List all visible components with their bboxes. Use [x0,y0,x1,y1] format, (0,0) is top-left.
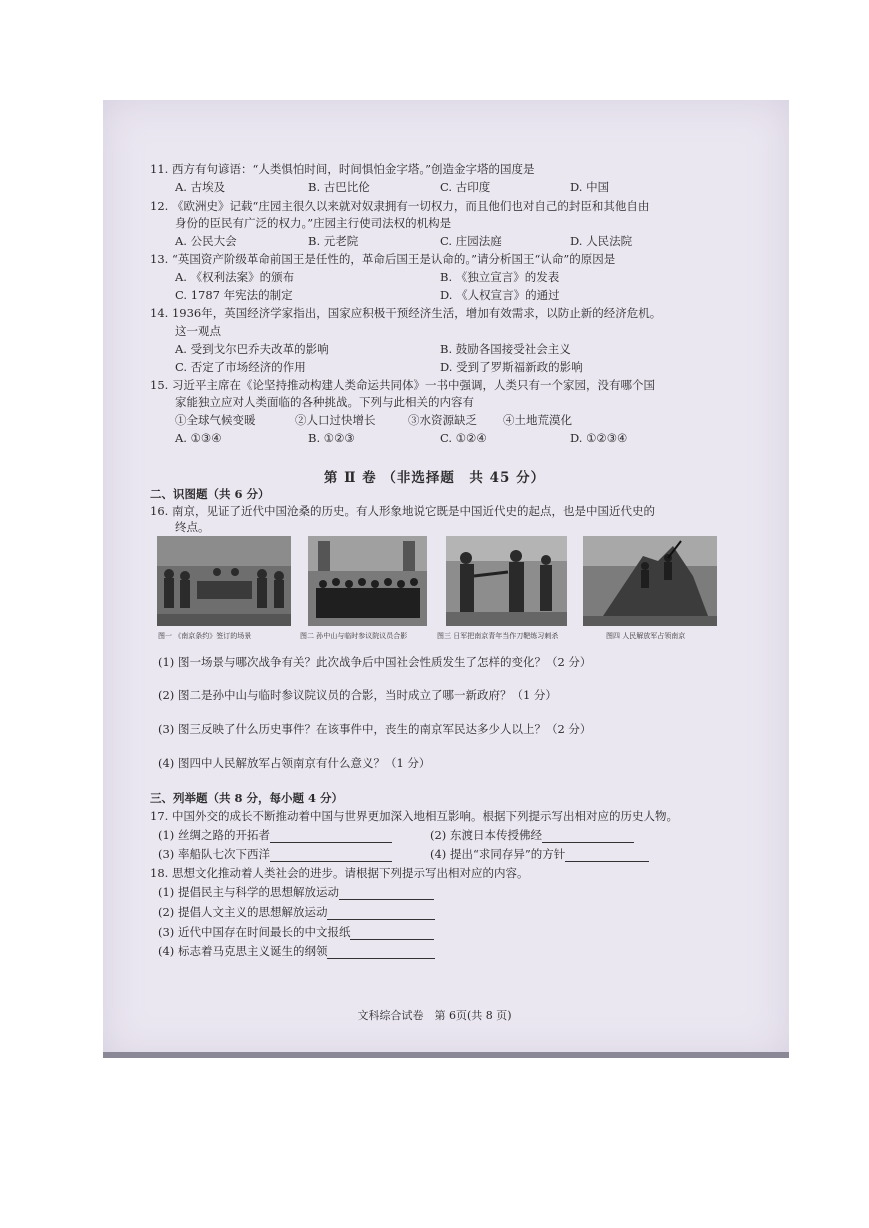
q16-sub-3: (3) 图三反映了什么历史事件？在该事件中，丧生的南京军民达多少人以上？（2 分） [158,722,592,736]
q15-item-1: ①全球气候变暖 [175,413,256,427]
q17-item-1 [158,828,392,843]
q15-item-3: ③水资源缺乏 [408,413,477,427]
photo-caption-3: 图三 日军把南京青年当作刀靶练习刺杀 [437,632,559,640]
page-footer: 文科综合试卷 第 6页(共 8 页) [357,1009,512,1022]
q18-item-4 [158,944,435,959]
q15-item-2: ②人口过快增长 [295,413,376,427]
photo-caption-1: 图一 《南京条约》签订的场景 [158,632,252,640]
q18-answer-4[interactable] [327,946,435,959]
photo-treaty-signing [157,536,291,626]
q16-stem-line1: 16. 南京，见证了近代中国沧桑的历史。有人形象地说它既是中国近代史的起点，也是中国近代史的 [150,504,655,518]
q11-option-a: A. 古埃及 [175,180,226,194]
q18-item-2 [158,905,435,920]
q17-answer-1[interactable] [270,830,392,843]
q17-item-3-label: (3) 率船队七次下西洋 [158,847,270,861]
q16-sub-2: (2) 图二是孙中山与临时参议院议员的合影，当时成立了哪一新政府？（1 分） [158,688,557,702]
q15-stem-line1: 15. 习近平主席在《论坚持推动构建人类命运共同体》一书中强调，人类只有一个家园，没有哪个国 [150,378,655,392]
photo-sun-yatsen-group [308,536,427,626]
scan-edge [103,1052,789,1058]
q18-answer-2[interactable] [327,907,435,920]
q12-option-d: D. 人民法院 [570,234,633,248]
q13-option-c: C. 1787 年宪法的制定 [175,288,293,302]
q17-item-3 [158,847,392,862]
q14-option-b: B. 鼓励各国接受社会主义 [440,342,571,356]
q15-option-a: A. ①③④ [175,431,222,445]
q18-item-3 [158,925,434,940]
q11-stem: 11. 西方有句谚语：“人类惧怕时间，时间惧怕金字塔。”创造金字塔的国度是 [150,162,535,176]
q18-answer-1[interactable] [339,887,434,900]
photo-pla-occupies-nanjing [583,536,717,626]
part-two-title: 第 Ⅱ 卷 （非选择题 共 45 分） [323,470,546,486]
q17-item-2 [430,828,634,843]
q13-option-b: B. 《独立宣言》的发表 [440,270,560,284]
q16-sub-4: (4) 图四中人民解放军占领南京有什么意义？（1 分） [158,756,431,770]
q17-answer-4[interactable] [565,849,649,862]
q18-item-2-label: (2) 提倡人文主义的思想解放运动 [158,905,328,919]
q15-option-d: D. ①②③④ [570,431,628,445]
q12-option-a: A. 公民大会 [175,234,237,248]
q16-stem-line2: 终点。 [175,520,210,534]
q17-item-1-label: (1) 丝绸之路的开拓者 [158,828,270,842]
q15-option-b: B. ①②③ [308,431,355,445]
q15-item-4: ④土地荒漠化 [503,413,572,427]
q14-stem-line2: 这一观点 [175,324,221,338]
q12-option-c: C. 庄园法庭 [440,234,502,248]
photo-nanjing-massacre [446,536,567,626]
q11-option-b: B. 古巴比伦 [308,180,370,194]
photo-caption-2: 图二 孙中山与临时参议院议员合影 [300,632,408,640]
section-two-title: 二、识图题（共 6 分） [150,487,270,501]
q17-answer-3[interactable] [270,849,392,862]
q11-option-c: C. 古印度 [440,180,491,194]
q14-option-d: D. 受到了罗斯福新政的影响 [440,360,583,374]
q17-stem: 17. 中国外交的成长不断推动着中国与世界更加深入地相互影响。根据下列提示写出相对应的历史人物。 [150,809,678,823]
q18-item-1 [158,885,434,900]
photo-caption-4: 图四 人民解放军占领南京 [606,632,686,640]
q17-item-4-label: (4) 提出“求同存异”的方针 [430,847,566,861]
q18-item-3-label: (3) 近代中国存在时间最长的中文报纸 [158,925,351,939]
q17-item-4 [430,847,649,862]
q18-item-4-label: (4) 标志着马克思主义诞生的纲领 [158,944,328,958]
q15-stem-line2: 家能独立应对人类面临的各种挑战。下列与此相关的内容有 [175,395,474,409]
q14-stem-line1: 14. 1936年，英国经济学家指出，国家应积极干预经济生活，增加有效需求，以防止新的经济危机。 [150,306,662,320]
q17-answer-2[interactable] [542,830,634,843]
q13-option-a: A. 《权利法案》的颁布 [175,270,295,284]
q15-option-c: C. ①②④ [440,431,487,445]
q14-option-a: A. 受到戈尔巴乔夫改革的影响 [175,342,329,356]
q11-option-d: D. 中国 [570,180,610,194]
q17-item-2-label: (2) 东渡日本传授佛经 [430,828,542,842]
q18-answer-3[interactable] [350,927,434,940]
q14-option-c: C. 否定了市场经济的作用 [175,360,306,374]
q13-stem: 13. “英国资产阶级革命前国王是任性的，革命后国王是认命的。”请分析国王“认命”的原因是 [150,252,616,266]
q18-stem: 18. 思想文化推动着人类社会的进步。请根据下列提示写出相对应的内容。 [150,866,529,880]
q13-option-d: D. 《人权宣言》的通过 [440,288,560,302]
q12-stem-line2: 身份的臣民有广泛的权力。”庄园主行使司法权的机构是 [175,216,452,230]
q12-option-b: B. 元老院 [308,234,359,248]
q16-sub-1: (1) 图一场景与哪次战争有关？此次战争后中国社会性质发生了怎样的变化？（2 分） [158,655,592,669]
q12-stem-line1: 12. 《欧洲史》记载“庄园主很久以来就对奴隶拥有一切权力，而且他们也对自己的封臣和其他自由 [150,199,650,213]
q18-item-1-label: (1) 提倡民主与科学的思想解放运动 [158,885,339,899]
section-three-title: 三、列举题（共 8 分，每小题 4 分） [150,791,344,805]
